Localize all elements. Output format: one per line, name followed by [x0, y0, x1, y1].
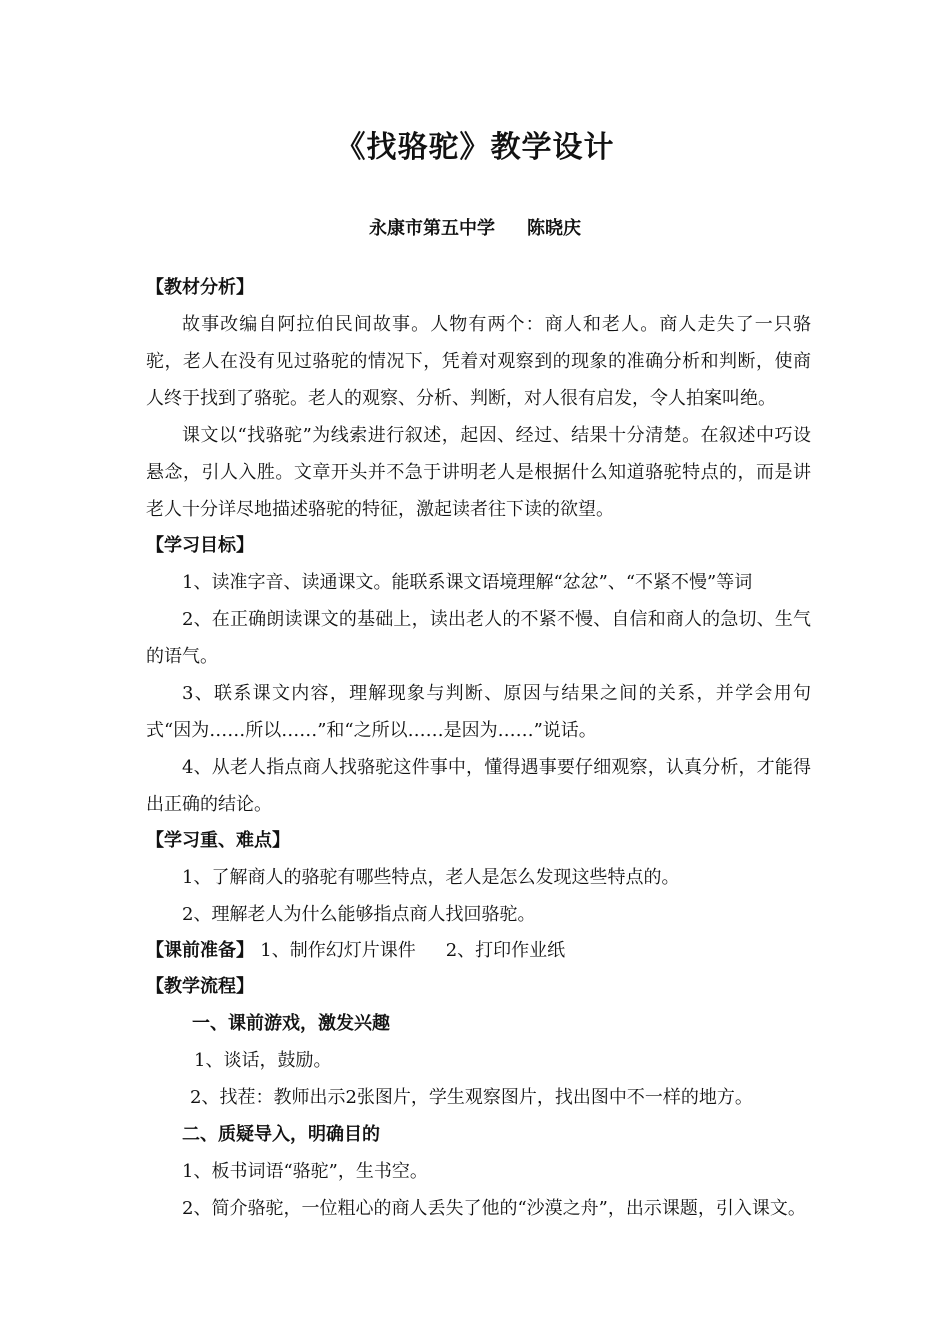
process-step-1-title: 一、课前游戏，激发兴趣 [192, 1013, 390, 1034]
key-point-2: 2、理解老人为什么能够指点商人找回骆驼。 [182, 904, 536, 925]
document-title: 《找骆驼》教学设计 [335, 130, 615, 165]
author-name: 陈晓庆 [527, 218, 581, 239]
author-school: 永康市第五中学 [369, 218, 495, 239]
section-heading-goals: 【学习目标】 [146, 535, 254, 556]
preparation-heading: 【课前准备】 [146, 940, 254, 961]
goal-item-2: 2、在正确朗读课文的基础上，读出老人的不紧不慢、自信和商人的急切、生气的语气。 [146, 609, 811, 667]
process-step-2-title: 二、质疑导入，明确目的 [182, 1124, 380, 1145]
section-heading-process: 【教学流程】 [146, 976, 254, 997]
analysis-paragraph-1: 故事改编自阿拉伯民间故事。人物有两个：商人和老人。商人走失了一只骆驼，老人在没有见过骆驼的情况下，凭着对观察到的现象的准确分析和判断，使商人终于找到了骆驼。老人的观察、分析、判断，对人很有启发，令人拍案叫绝。 [146, 314, 811, 409]
section-heading-key-points: 【学习重、难点】 [146, 830, 290, 851]
goal-item-3: 3、联系课文内容，理解现象与判断、原因与结果之间的关系，并学会用句式“因为……所以……”和“之所以……是因为……”说话。 [146, 683, 811, 741]
analysis-paragraph-2: 课文以“找骆驼”为线索进行叙述，起因、经过、结果十分清楚。在叙述中巧设悬念，引人入胜。文章开头并不急于讲明老人是根据什么知道骆驼特点的，而是讲老人十分详尽地描述骆驼的特征，激起读者往下读的欲望。 [146, 425, 811, 520]
process-step-1-item-1: 1、谈话，鼓励。 [194, 1050, 332, 1071]
process-step-1-item-2: 2、找茬：教师出示2张图片，学生观察图片，找出图中不一样的地方。 [190, 1087, 753, 1108]
process-step-2-item-2: 2、简介骆驼，一位粗心的商人丢失了他的“沙漠之舟”，出示课题，引入课文。 [182, 1198, 806, 1219]
preparation-item-1: 1、制作幻灯片课件 [260, 940, 416, 961]
section-heading-analysis: 【教材分析】 [146, 277, 254, 298]
document-body [146, 270, 811, 1227]
goal-item-1: 1、读准字音、读通课文。能联系课文语境理解“忿忿”、“不紧不慢”等词 [182, 572, 753, 593]
preparation-item-2: 2、打印作业纸 [445, 940, 566, 961]
author-byline [0, 214, 950, 244]
section-heading-preparation [146, 933, 811, 969]
key-point-1: 1、了解商人的骆驼有哪些特点，老人是怎么发现这些特点的。 [182, 867, 680, 888]
process-step-2-item-1: 1、板书词语“骆驼”，生书空。 [182, 1161, 428, 1182]
goal-item-4: 4、从老人指点商人找骆驼这件事中，懂得遇事要仔细观察，认真分析，才能得出正确的结论。 [146, 757, 811, 815]
